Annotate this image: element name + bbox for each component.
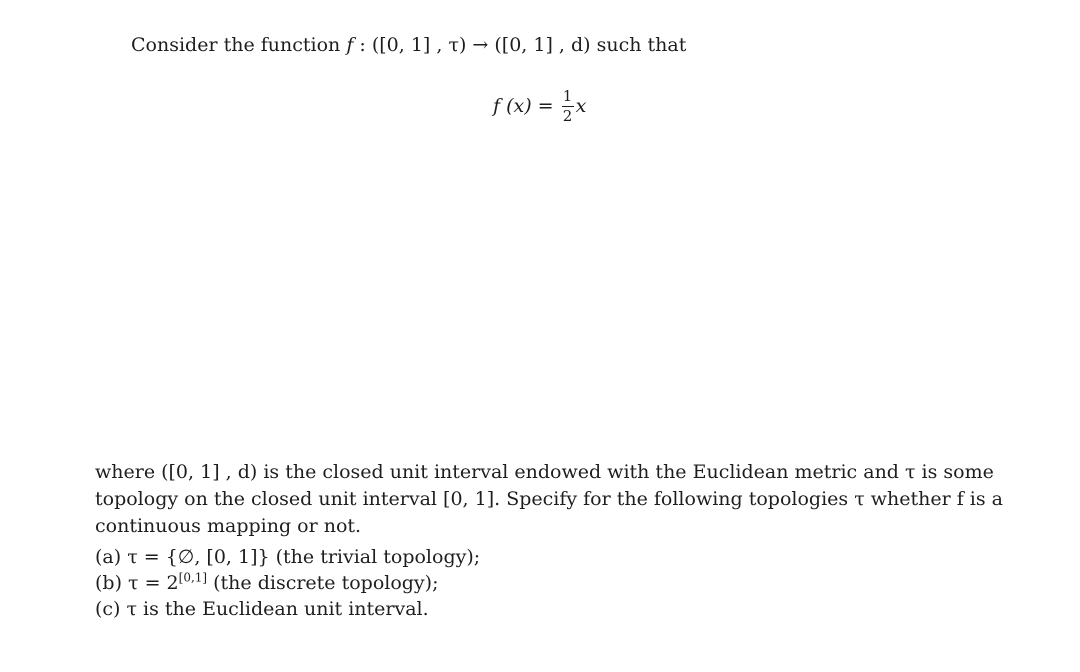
intro-sentence bbox=[131, 32, 686, 58]
list-item-b-text: (b) τ = 2 bbox=[95, 572, 179, 594]
intro-lead: Consider the function bbox=[131, 34, 347, 56]
intro-tail: such that bbox=[590, 34, 687, 56]
description-text: where ([0, 1] , d) is the closed unit interval endowed with the Euclidean metric and τ is some topology on the closed unit interval [0, 1]. Specify for the following topologies τ whether f is a continuous mapping or not. bbox=[95, 461, 1003, 537]
fraction-numerator: 1 bbox=[562, 86, 573, 105]
list-item-b-note: (the discrete topology); bbox=[207, 572, 439, 594]
list-item-c: (c) τ is the Euclidean unit interval. bbox=[95, 598, 429, 620]
domain-space: ([0, 1] , τ) bbox=[371, 34, 467, 56]
mapping-arrow: → bbox=[466, 34, 495, 56]
equation-variable: x bbox=[575, 95, 587, 117]
intro-colon: : bbox=[353, 34, 372, 56]
fraction-denominator: 2 bbox=[562, 106, 573, 125]
codomain-space: ([0, 1] , d) bbox=[494, 34, 591, 56]
equation-lhs: f (x) = bbox=[493, 95, 554, 117]
function-symbol: f bbox=[346, 34, 354, 56]
description-paragraph bbox=[95, 459, 1015, 540]
fraction bbox=[562, 88, 574, 125]
list-item-b-exponent: [0,1] bbox=[178, 570, 208, 585]
function-equation bbox=[493, 76, 586, 136]
list-item-a: (a) τ = {∅, [0, 1]} (the trivial topology); bbox=[95, 546, 481, 568]
topology-list bbox=[95, 544, 480, 622]
list-item-b bbox=[95, 570, 480, 596]
